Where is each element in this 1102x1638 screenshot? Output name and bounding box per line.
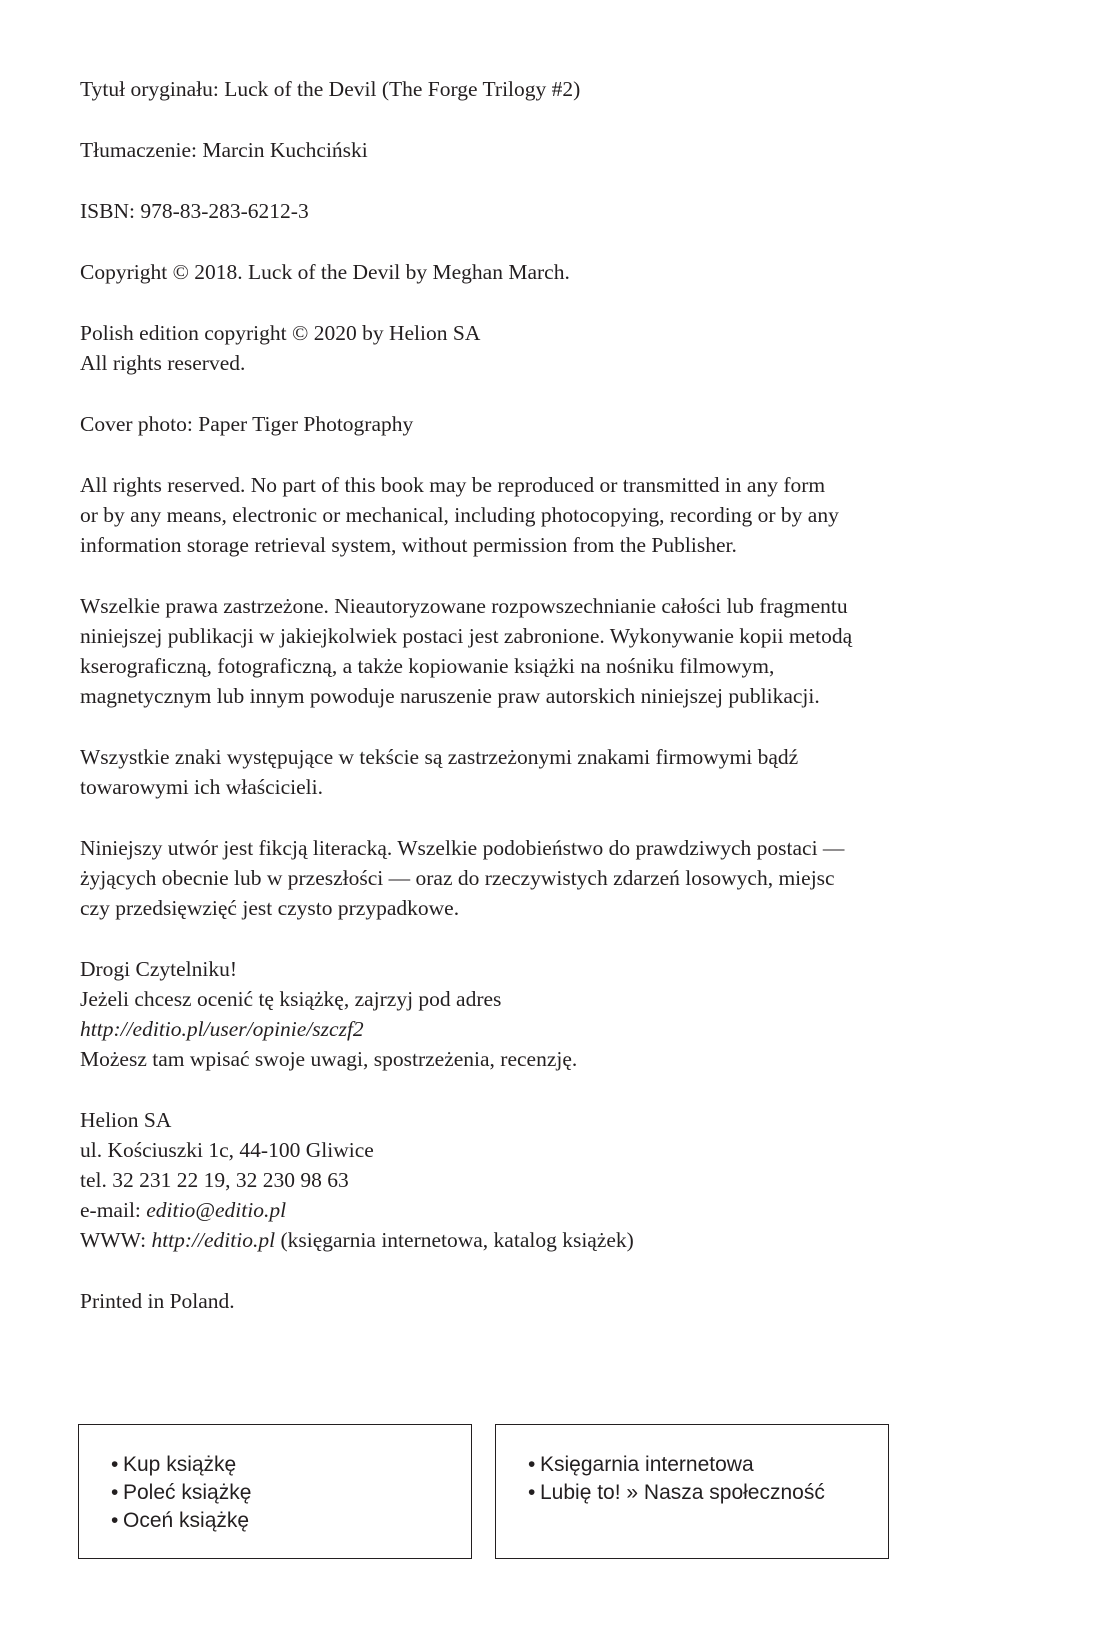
rights-english-line: or by any means, electronic or mechanical, including photocopying, recording or by any (80, 503, 839, 527)
printed-in-text: Printed in Poland. (80, 1289, 235, 1313)
polish-edition (80, 318, 1040, 378)
publisher-name: Helion SA (80, 1108, 172, 1132)
trademarks-line: Wszystkie znaki występujące w tekście są zastrzeżonymi znakami firmowymi bądź (80, 745, 799, 769)
www-suffix: (księgarnia internetowa, katalog książek) (275, 1228, 634, 1252)
polish-edition-line: Polish edition copyright © 2020 by Helion SA (80, 321, 481, 345)
printed-in (80, 1286, 1040, 1316)
bullet-icon: • (111, 1453, 119, 1476)
copyright (80, 257, 1040, 287)
reader-greeting: Drogi Czytelniku! (80, 957, 238, 981)
cover-photo (80, 409, 1040, 439)
rights-english-line: All rights reserved. No part of this book may be reproduced or transmitted in any form (80, 473, 826, 497)
community-list (496, 1425, 888, 1507)
rate-book-link[interactable] (111, 1507, 471, 1535)
isbn-text: ISBN: 978-83-283-6212-3 (80, 199, 309, 223)
fiction-line: żyjących obecnie lub w przeszłości — oraz do rzeczywistych zdarzeń losowych, miejsc (80, 866, 835, 890)
bullet-icon: • (111, 1481, 119, 1504)
community-label: Lubię to! » Nasza społeczność (540, 1481, 825, 1504)
publisher-info (80, 1105, 1040, 1255)
online-bookstore-label: Księgarnia internetowa (540, 1453, 754, 1476)
community-box (495, 1424, 889, 1559)
original-title-text: Tytuł oryginału: Luck of the Devil (The Forge Trilogy #2) (80, 77, 581, 101)
buy-book-label: Kup książkę (123, 1453, 237, 1476)
buy-book-link[interactable] (111, 1451, 471, 1479)
publisher-address: ul. Kościuszki 1c, 44-100 Gliwice (80, 1138, 374, 1162)
original-title (80, 74, 1040, 104)
copyright-text: Copyright © 2018. Luck of the Devil by Meghan March. (80, 260, 570, 284)
publisher-phone: tel. 32 231 22 19, 32 230 98 63 (80, 1168, 349, 1192)
book-actions-list (79, 1425, 471, 1535)
trademarks-line: towarowymi ich właścicieli. (80, 775, 323, 799)
bullet-icon: • (111, 1509, 119, 1532)
publisher-email-line (80, 1195, 1040, 1225)
www-label: WWW: (80, 1228, 152, 1252)
email-link[interactable]: editio@editio.pl (146, 1198, 287, 1222)
translation-text: Tłumaczenie: Marcin Kuchciński (80, 138, 368, 162)
community-link[interactable] (528, 1479, 888, 1507)
reader-note (80, 954, 1040, 1074)
fiction-notice (80, 833, 1040, 923)
review-link[interactable]: http://editio.pl/user/opinie/szczf2 (80, 1017, 364, 1041)
translation (80, 135, 1040, 165)
polish-edition-line: All rights reserved. (80, 351, 246, 375)
fiction-line: Niniejszy utwór jest fikcją literacką. Wszelkie podobieństwo do prawdziwych postaci — (80, 836, 845, 860)
link-boxes (78, 1424, 890, 1561)
recommend-book-label: Poleć książkę (123, 1481, 252, 1504)
recommend-book-link[interactable] (111, 1479, 471, 1507)
rights-polish-line: Wszelkie prawa zastrzeżone. Nieautoryzowane rozpowszechnianie całości lub fragmentu (80, 594, 848, 618)
rate-book-label: Oceń książkę (123, 1509, 250, 1532)
rights-polish-line: magnetycznym lub innym powoduje naruszenie praw autorskich niniejszej publikacji. (80, 684, 820, 708)
online-bookstore-link[interactable] (528, 1451, 888, 1479)
rights-english (80, 470, 1040, 560)
reader-note-text: Możesz tam wpisać swoje uwagi, spostrzeżenia, recenzję. (80, 1047, 578, 1071)
rights-english-line: information storage retrieval system, without permission from the Publisher. (80, 533, 737, 557)
bullet-icon: • (528, 1453, 536, 1476)
trademarks (80, 742, 1040, 802)
email-label: e-mail: (80, 1198, 147, 1222)
rights-polish-line: kserograficzną, fotograficzną, a także kopiowanie książki na nośniku filmowym, (80, 654, 775, 678)
book-actions-box (78, 1424, 472, 1559)
isbn (80, 196, 1040, 226)
rights-polish-line: niniejszej publikacji w jakiejkolwiek postaci jest zabronione. Wykonywanie kopii metodą (80, 624, 853, 648)
bullet-icon: • (528, 1481, 536, 1504)
cover-photo-text: Cover photo: Paper Tiger Photography (80, 412, 414, 436)
publisher-www-line (80, 1225, 1040, 1255)
reader-invite: Jeżeli chcesz ocenić tę książkę, zajrzyj pod adres (80, 987, 502, 1011)
fiction-line: czy przedsięwzięć jest czysto przypadkowe. (80, 896, 460, 920)
rights-polish (80, 591, 1040, 711)
www-link[interactable]: http://editio.pl (151, 1228, 276, 1252)
imprint-page (80, 74, 1040, 1347)
